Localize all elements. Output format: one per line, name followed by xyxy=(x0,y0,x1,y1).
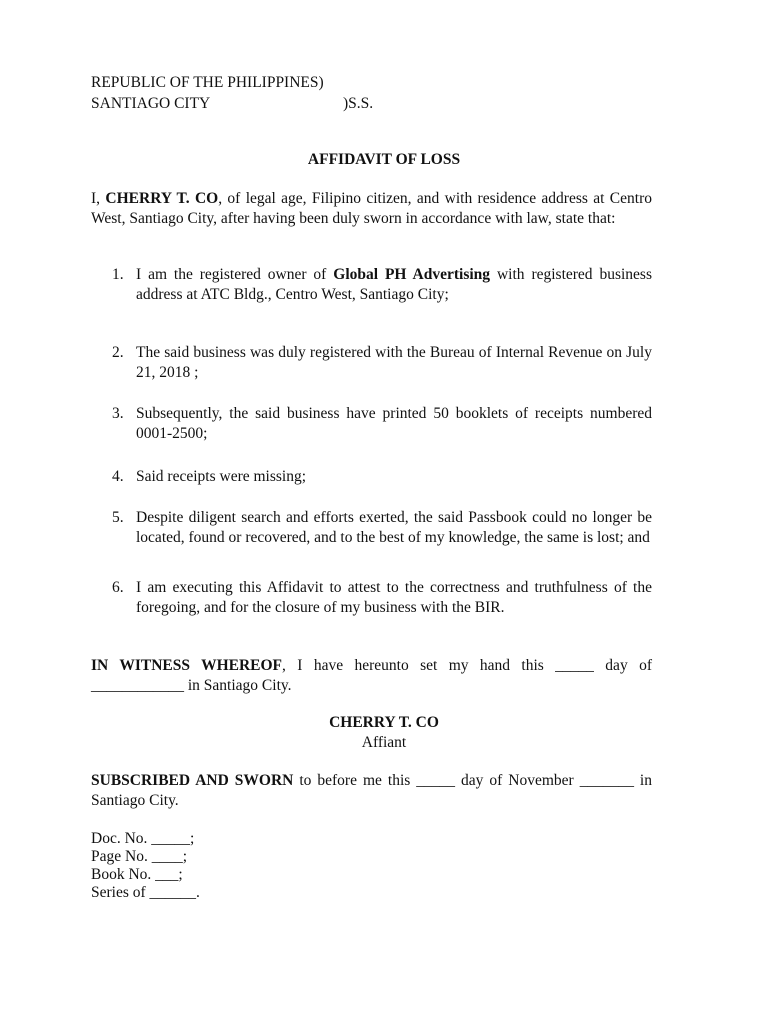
item-number: 3. xyxy=(112,405,124,422)
list-item xyxy=(91,467,652,487)
item-text-post: with registered business address at ATC Bldg., Centro West, Santiago City; xyxy=(136,266,652,303)
item-number: 2. xyxy=(112,344,124,361)
intro-prefix: I, xyxy=(91,190,106,207)
document-title: AFFIDAVIT OF LOSS xyxy=(307,151,461,168)
list-item xyxy=(91,508,652,548)
business-name: Global PH Advertising xyxy=(333,266,491,283)
item-text-pre: I am the registered owner of xyxy=(136,266,334,283)
list-item xyxy=(91,343,652,383)
affiant-signature-block xyxy=(0,713,768,753)
item-number: 4. xyxy=(112,468,124,485)
venue-city-line xyxy=(91,94,374,115)
doc-no: Doc. No. _____; xyxy=(91,830,195,847)
jurat-heading: SUBSCRIBED AND SWORN xyxy=(91,772,294,789)
list-item xyxy=(91,578,652,618)
notarial-registry xyxy=(91,829,200,901)
affiant-name-inline: CHERRY T. CO xyxy=(105,190,219,207)
item-text: The said business was duly registered with the Bureau of Internal Revenue on July 21, 2018 ; xyxy=(136,344,652,381)
item-text: Said receipts were missing; xyxy=(136,468,307,485)
book-no: Book No. ___; xyxy=(91,866,183,883)
list-item xyxy=(91,404,652,444)
page-no: Page No. ____; xyxy=(91,848,188,865)
item-text xyxy=(136,265,652,305)
venue-republic: REPUBLIC OF THE PHILIPPINES) xyxy=(91,74,324,91)
witness-text: , I have hereunto set my hand this _____ day of ____________ in Santiago City. xyxy=(91,657,652,694)
item-number: 1. xyxy=(112,266,124,283)
jurat-text: to before me this _____ day of November _______ in Santiago City. xyxy=(91,772,652,809)
item-number: 6. xyxy=(112,579,124,596)
intro-paragraph xyxy=(91,189,652,229)
venue-city: SANTIAGO CITY xyxy=(91,95,211,112)
jurat-paragraph xyxy=(91,771,652,811)
venue-ss: )S.S. xyxy=(343,95,374,112)
item-text: I am executing this Affidavit to attest to the correctness and truthfulness of the foregoing, and for the closure of my business with the BIR. xyxy=(136,579,652,616)
affiant-name: CHERRY T. CO xyxy=(329,714,439,731)
list-item xyxy=(91,265,652,305)
witness-paragraph xyxy=(91,656,652,696)
item-text: Subsequently, the said business have printed 50 booklets of receipts numbered 0001-2500; xyxy=(136,405,652,442)
series-of: Series of ______. xyxy=(91,884,200,901)
affiant-label: Affiant xyxy=(361,734,407,751)
item-text: Despite diligent search and efforts exerted, the said Passbook could no longer be located, found or recovered, and to the best of my knowledge, the same is lost; and xyxy=(136,509,652,546)
item-number: 5. xyxy=(112,509,124,526)
witness-heading: IN WITNESS WHEREOF xyxy=(91,657,283,674)
venue-block xyxy=(91,73,374,115)
intro-rest: , of legal age, Filipino citizen, and with residence address at Centro West, Santiago City, after having been duly sworn in accordance with law, state that: xyxy=(91,190,652,227)
